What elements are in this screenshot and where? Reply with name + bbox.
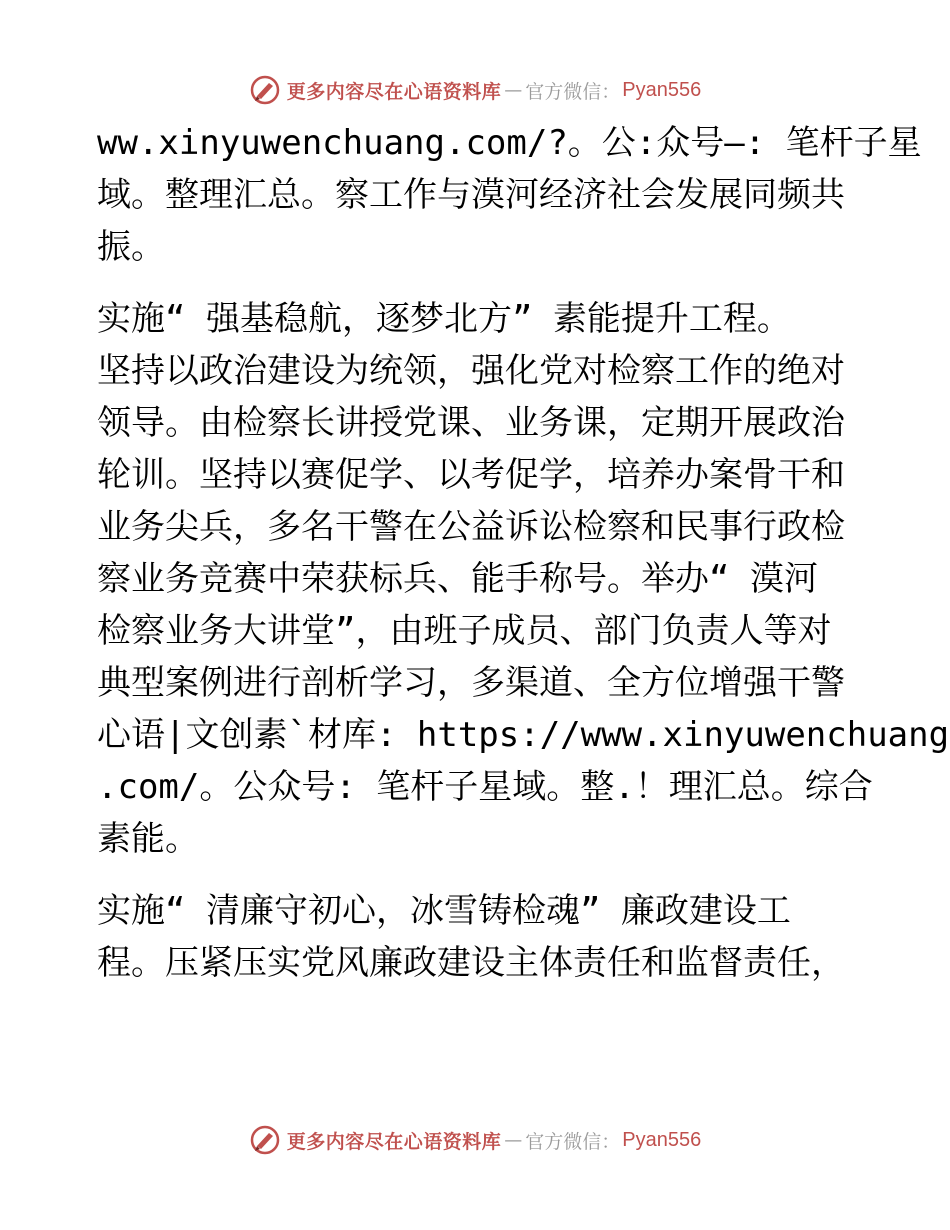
footer-tag: 官方微信： — [525, 1130, 621, 1153]
text-line: 素能。 — [97, 819, 199, 859]
text-line: 业务尖兵，多名干警在公益诉讼检察和民事行政检 — [97, 507, 845, 547]
footer-account: Pyan556 — [622, 1128, 702, 1151]
footer-separator: — — [504, 1129, 523, 1151]
pen-logo-icon — [249, 74, 281, 106]
paragraph-2 — [97, 293, 950, 865]
header-tag: 官方微信： — [525, 80, 621, 103]
text-line: 实施“ 清廉守初心，冰雪铸检魂” 廉政建设工 — [97, 891, 791, 931]
text-line: 实施“ 强基稳航，逐梦北方” 素能提升工程。 — [97, 299, 791, 339]
text-line: 检察业务大讲堂”，由班子成员、部门负责人等对 — [97, 611, 832, 651]
pen-logo-icon — [249, 1124, 281, 1156]
header-account: Pyan556 — [622, 78, 702, 101]
text-line: 察业务竞赛中荣获标兵、能手称号。举办“ 漠河 — [97, 559, 818, 599]
text-line: 域。整理汇总。察工作与漠河经济社会发展同频共 — [97, 175, 845, 215]
header-banner — [0, 70, 950, 110]
footer-text: 更多内容尽在心语资料库 — [286, 1130, 502, 1153]
text-line: 振。 — [97, 227, 165, 267]
text-line: 心语|文创素`材库: https://www.xinyuwenchuang — [97, 715, 950, 755]
header-text: 更多内容尽在心语资料库 — [286, 80, 502, 103]
text-line: 轮训。坚持以赛促学、以考促学，培养办案骨干和 — [97, 455, 845, 495]
footer-banner — [0, 1120, 950, 1160]
paragraph-1 — [97, 117, 922, 273]
text-line: 领导。由检察长讲授党课、业务课，定期开展政治 — [97, 403, 845, 443]
text-line: ww.xinyuwenchuang.com/?。公:众号—: 笔杆子星 — [97, 123, 922, 163]
document-body — [97, 117, 950, 989]
text-line: .com/。公众号: 笔杆子星域。整.！理汇总。综合 — [97, 767, 873, 807]
text-line: 程。压紧压实党风廉政建设主体责任和监督责任， — [97, 943, 845, 983]
header-separator: — — [504, 79, 523, 101]
text-line: 典型案例进行剖析学习，多渠道、全方位增强干警 — [97, 663, 845, 703]
text-line: 坚持以政治建设为统领，强化党对检察工作的绝对 — [97, 351, 845, 391]
paragraph-3 — [97, 885, 857, 989]
